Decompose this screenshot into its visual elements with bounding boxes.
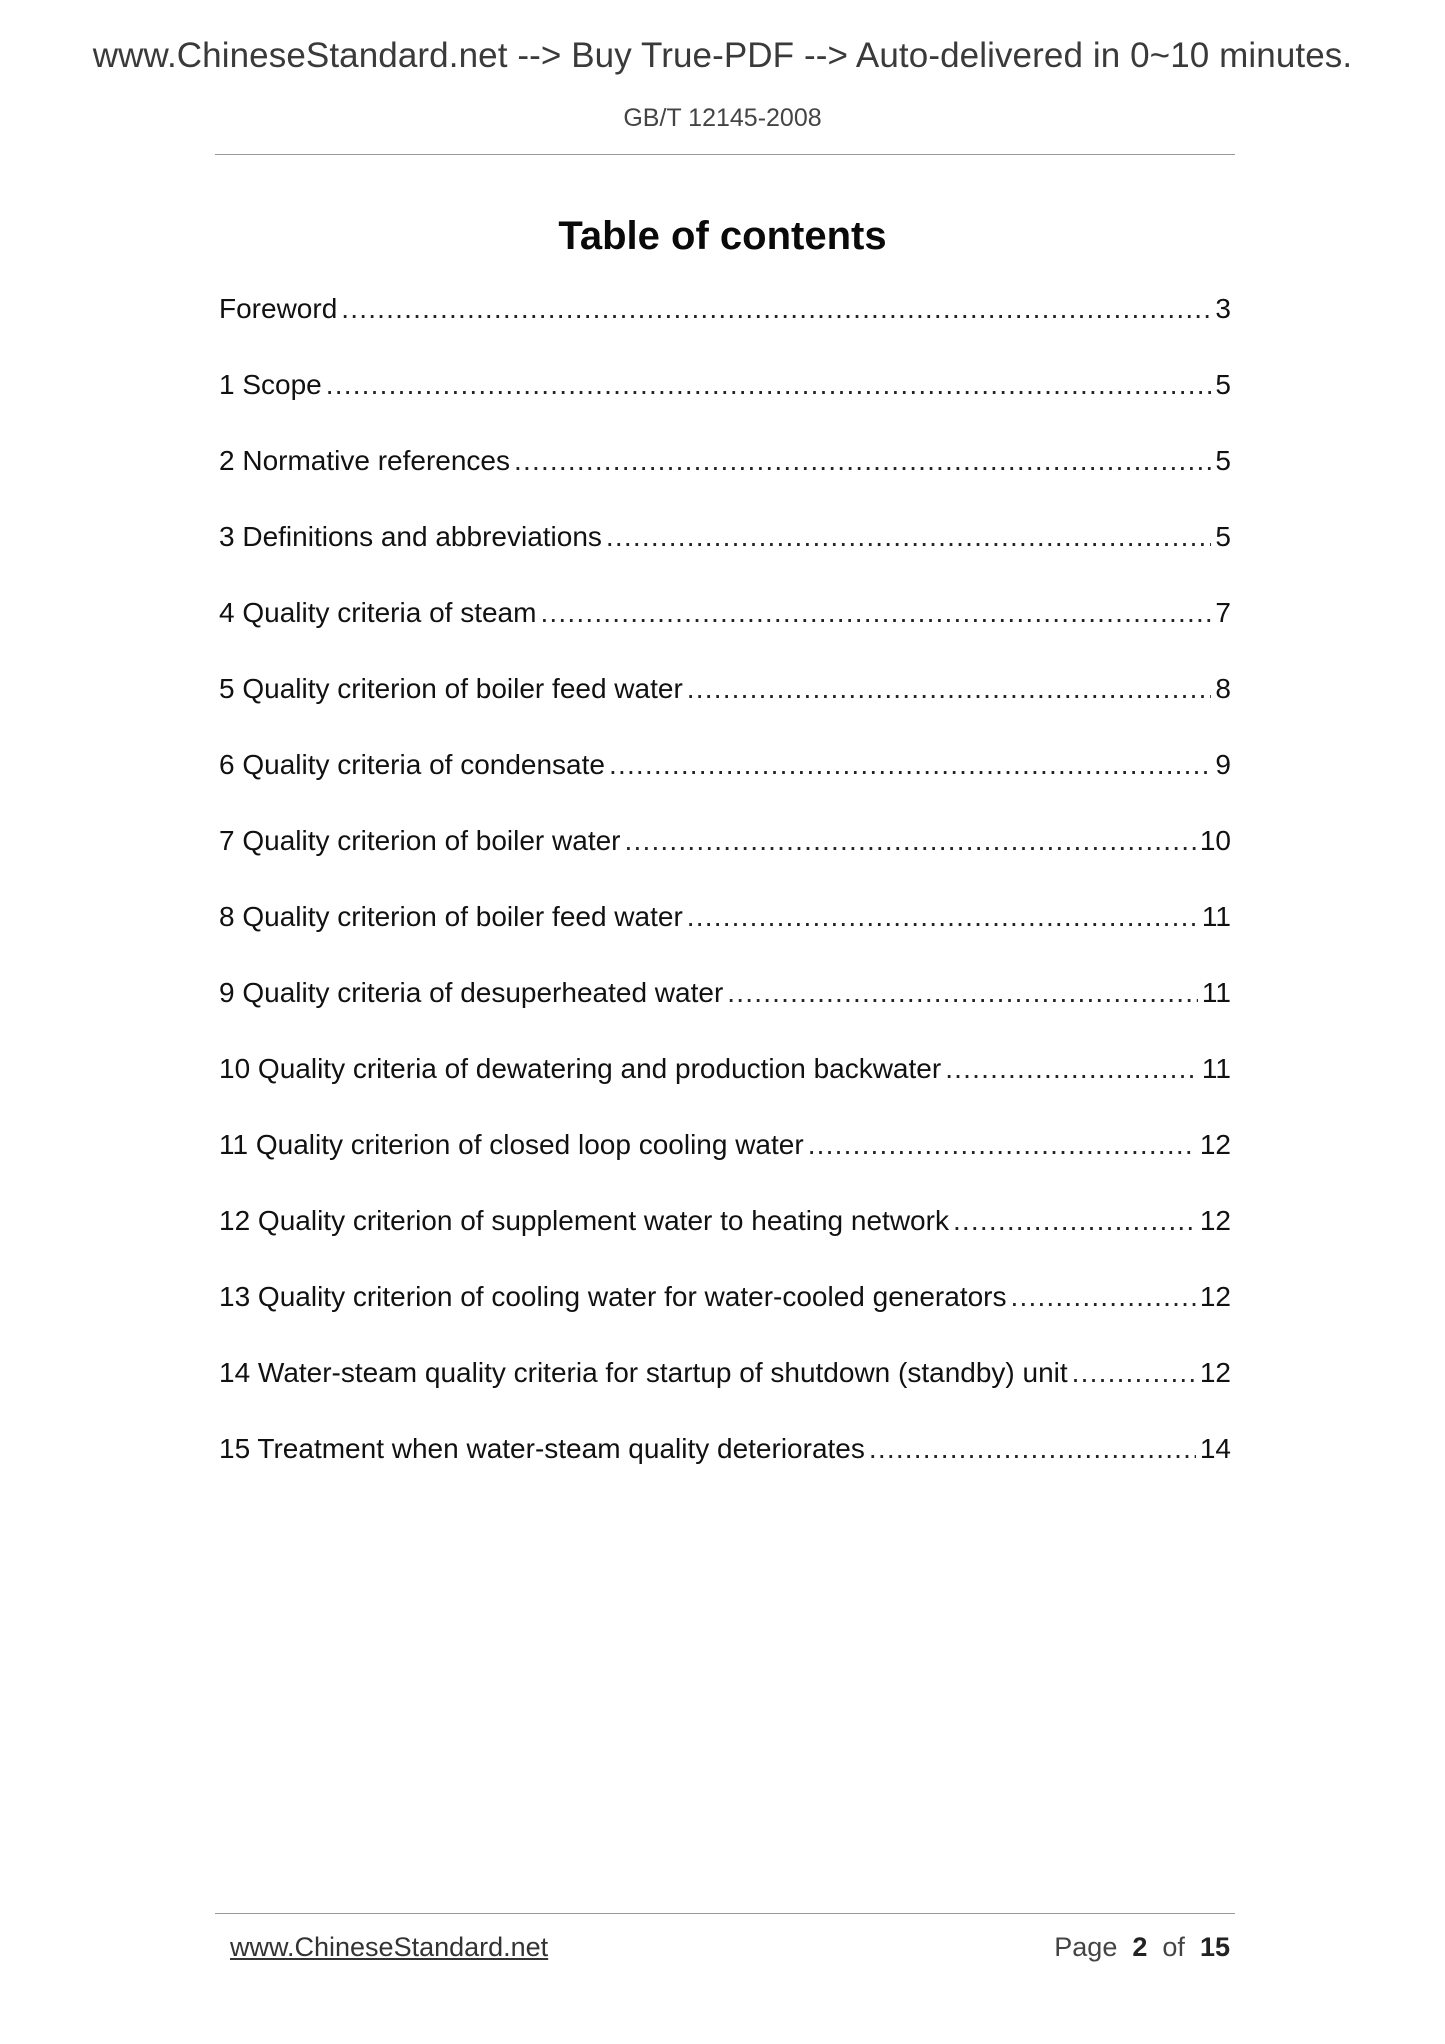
toc-entry-label: 13 Quality criterion of cooling water for water-cooled generators: [219, 1281, 1007, 1312]
toc-entry[interactable]: [219, 1433, 1231, 1509]
toc-entry[interactable]: [219, 673, 1231, 749]
toc-entry-page: 9: [1215, 749, 1231, 780]
toc-entry-page: 5: [1215, 445, 1231, 476]
toc-entry-label: 10 Quality criteria of dewatering and production backwater: [219, 1053, 942, 1084]
footer-divider: [215, 1913, 1235, 1914]
toc-leader-dots: [1011, 1281, 1196, 1313]
header-divider: [215, 154, 1235, 155]
toc-entry-label: 15 Treatment when water-steam quality deteriorates: [219, 1433, 865, 1464]
toc-leader-dots: [687, 901, 1198, 933]
toc-leader-dots: [606, 521, 1212, 553]
toc-entry[interactable]: [219, 977, 1231, 1053]
toc-entry[interactable]: [219, 1357, 1231, 1433]
toc-entry[interactable]: [219, 1205, 1231, 1281]
toc-entry-label: 2 Normative references: [219, 445, 511, 476]
toc-leader-dots: [341, 293, 1211, 325]
toc-leader-dots: [869, 1433, 1196, 1465]
toc-entry-label: 11 Quality criterion of closed loop cooling water: [219, 1129, 804, 1160]
toc-entry[interactable]: [219, 901, 1231, 977]
toc-entry-page: 5: [1215, 369, 1231, 400]
toc-entry-label: 8 Quality criterion of boiler feed water: [219, 901, 683, 932]
footer-website-link[interactable]: www.ChineseStandard.net: [230, 1932, 549, 1962]
toc-entry-label: 3 Definitions and abbreviations: [219, 521, 602, 552]
toc-entry[interactable]: [219, 1053, 1231, 1129]
toc-leader-dots: [727, 977, 1198, 1009]
toc-leader-dots: [1072, 1357, 1196, 1389]
toc-entry[interactable]: [219, 445, 1231, 521]
toc-entry-page: 12: [1199, 1205, 1231, 1236]
toc-entry[interactable]: [219, 1281, 1231, 1357]
toc-entry-page: 7: [1215, 597, 1231, 628]
toc-entry[interactable]: [219, 597, 1231, 673]
toc-leader-dots: [625, 825, 1196, 857]
toc-leader-dots: [326, 369, 1212, 401]
toc-entry-page: 12: [1199, 1357, 1231, 1388]
toc-entry-label: 14 Water-steam quality criteria for startup of shutdown (standby) unit: [219, 1357, 1068, 1388]
toc-entry-label: 12 Quality criterion of supplement water to heating network: [219, 1205, 949, 1236]
toc-leader-dots: [540, 597, 1211, 629]
of-word: of: [1162, 1932, 1185, 1962]
toc-entry-page: 12: [1199, 1129, 1231, 1160]
toc-entry-page: 3: [1215, 293, 1231, 324]
standard-code: GB/T 12145-2008: [623, 104, 822, 132]
toc-entry-page: 14: [1199, 1433, 1231, 1464]
page-word: Page: [1054, 1932, 1118, 1962]
toc-entry[interactable]: [219, 749, 1231, 825]
toc-entry-label: 5 Quality criterion of boiler feed water: [219, 673, 683, 704]
toc-entry-page: 10: [1199, 825, 1231, 856]
toc-entry-label: 9 Quality criteria of desuperheated water: [219, 977, 724, 1008]
toc-leader-dots: [609, 749, 1211, 781]
toc-entry-page: 11: [1201, 977, 1231, 1008]
total-page-count: 15: [1199, 1932, 1230, 1962]
page-indicator: [1054, 1932, 1230, 1963]
toc-leader-dots: [514, 445, 1211, 477]
toc-entry-page: 11: [1201, 901, 1231, 932]
toc-leader-dots: [808, 1129, 1196, 1161]
toc-list: [219, 293, 1231, 1509]
toc-entry-page: 11: [1201, 1053, 1231, 1084]
toc-entry-label: 7 Quality criterion of boiler water: [219, 825, 621, 856]
current-page-number: 2: [1132, 1932, 1148, 1962]
toc-entry[interactable]: [219, 1129, 1231, 1205]
header-banner: www.ChineseStandard.net --> Buy True-PDF --> Auto-delivered in 0~10 minutes.: [92, 36, 1353, 75]
toc-entry[interactable]: [219, 825, 1231, 901]
toc-entry-page: 5: [1215, 521, 1231, 552]
toc-entry-label: 6 Quality criteria of condensate: [219, 749, 605, 780]
toc-leader-dots: [953, 1205, 1196, 1237]
toc-entry[interactable]: [219, 521, 1231, 597]
toc-entry-page: 12: [1199, 1281, 1231, 1312]
toc-entry[interactable]: [219, 293, 1231, 369]
toc-entry-label: 4 Quality criteria of steam: [219, 597, 537, 628]
toc-entry-page: 8: [1215, 673, 1231, 704]
toc-entry-label: 1 Scope: [219, 369, 322, 400]
toc-leader-dots: [945, 1053, 1198, 1085]
toc-entry-label: Foreword: [219, 293, 338, 324]
toc-entry[interactable]: [219, 369, 1231, 445]
toc-title: Table of contents: [558, 214, 887, 258]
toc-leader-dots: [687, 673, 1212, 705]
